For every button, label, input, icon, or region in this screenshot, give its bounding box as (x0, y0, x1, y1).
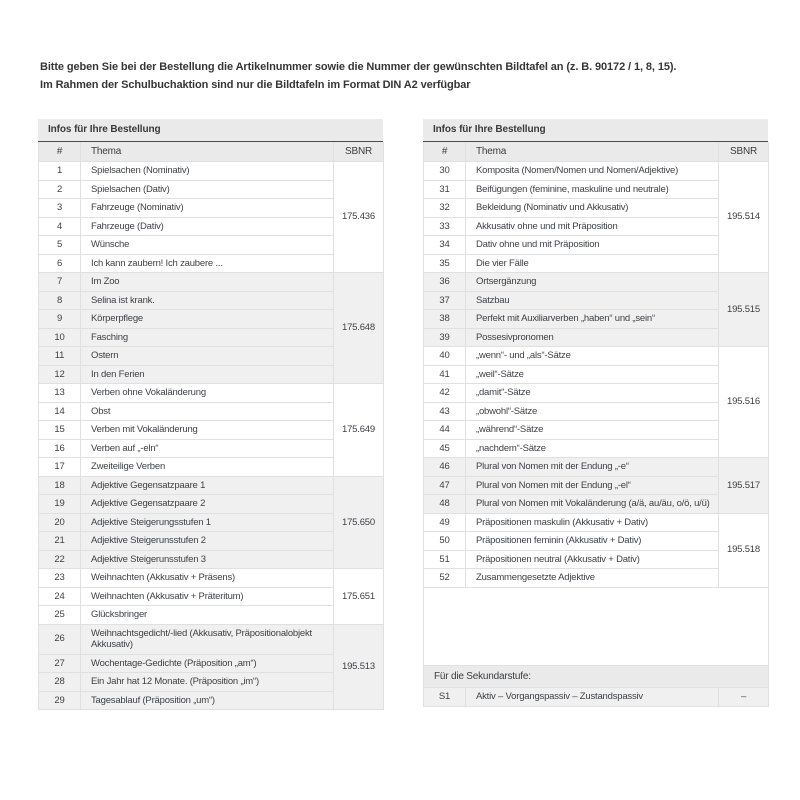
table-row (39, 310, 384, 329)
table-row (39, 347, 384, 366)
row-number: 19 (39, 495, 81, 514)
row-number: 48 (424, 495, 466, 514)
row-thema: Weihnachten (Akkusativ + Präsens) (81, 569, 334, 588)
table-row (39, 569, 384, 588)
table-row (424, 180, 769, 199)
row-number: 20 (39, 513, 81, 532)
order-table-left (38, 119, 383, 710)
row-thema: Plural von Nomen mit der Endung „-el“ (466, 476, 719, 495)
table-row (39, 365, 384, 384)
table-row (424, 273, 769, 292)
row-thema: Fahrzeuge (Nominativ) (81, 199, 334, 218)
intro-line-1: Bitte geben Sie bei der Bestellung die Artikelnummer sowie die Nummer der gewünschten Bildtafel an (z. B. 90172 / 1, 8, 15). (40, 61, 677, 73)
column-header-sbnr: SBNR (719, 142, 769, 162)
row-number: 51 (424, 550, 466, 569)
row-number: 38 (424, 310, 466, 329)
table-row (39, 587, 384, 606)
column-header-thema: Thema (81, 142, 334, 162)
row-number: 13 (39, 384, 81, 403)
row-sbnr: 175.651 (334, 569, 384, 625)
intro-line-2: Im Rahmen der Schulbuchaktion sind nur die Bildtafeln im Format DIN A2 verfügbar (40, 79, 471, 91)
row-thema: Aktiv – Vorgangspassiv – Zustandspassiv (466, 688, 719, 707)
table-row (424, 439, 769, 458)
row-sbnr: 175.648 (334, 273, 384, 384)
row-thema: Verben mit Vokaländerung (81, 421, 334, 440)
row-thema: Perfekt mit Auxiliarverben „haben“ und „sein“ (466, 310, 719, 329)
table-row (39, 654, 384, 673)
row-sbnr: 195.514 (719, 162, 769, 273)
row-thema: Beifügungen (feminine, maskuline und neutrale) (466, 180, 719, 199)
row-number: 46 (424, 458, 466, 477)
table-row (39, 550, 384, 569)
table-row (424, 569, 769, 588)
row-thema: Selina ist krank. (81, 291, 334, 310)
row-sbnr: 195.518 (719, 513, 769, 587)
row-number: 10 (39, 328, 81, 347)
row-thema: Possesivpronomen (466, 328, 719, 347)
row-number: 32 (424, 199, 466, 218)
row-number: 22 (39, 550, 81, 569)
row-number: 42 (424, 384, 466, 403)
row-number: 7 (39, 273, 81, 292)
row-thema: „wenn“- und „als“-Sätze (466, 347, 719, 366)
row-thema: Obst (81, 402, 334, 421)
row-thema: Weihnachtsgedicht/-lied (Akkusativ, Präpositionalobjekt Akkusativ) (81, 624, 334, 654)
table-row (39, 691, 384, 710)
table-row (39, 673, 384, 692)
row-number: 26 (39, 624, 81, 654)
row-thema: „nachdem“-Sätze (466, 439, 719, 458)
table-row (39, 217, 384, 236)
row-thema: Die vier Fälle (466, 254, 719, 273)
row-thema: Präpositionen feminin (Akkusativ + Dativ) (466, 532, 719, 551)
row-thema: Wünsche (81, 236, 334, 255)
table-row (39, 458, 384, 477)
row-thema: Ein Jahr hat 12 Monate. (Präposition „im“) (81, 673, 334, 692)
table-spacer (424, 587, 769, 665)
row-thema: Ortsergänzung (466, 273, 719, 292)
row-thema: Fasching (81, 328, 334, 347)
table-row (424, 310, 769, 329)
order-table (423, 142, 769, 707)
table-header (424, 142, 769, 162)
table-row (39, 624, 384, 654)
row-sbnr: – (719, 688, 769, 707)
table-row (424, 254, 769, 273)
table-row (424, 495, 769, 514)
row-number: 11 (39, 347, 81, 366)
row-thema: Fahrzeuge (Dativ) (81, 217, 334, 236)
column-header-sbnr: SBNR (334, 142, 384, 162)
row-sbnr: 175.436 (334, 162, 384, 273)
row-thema: Spielsachen (Nominativ) (81, 162, 334, 181)
table-row (424, 532, 769, 551)
table-row (424, 550, 769, 569)
row-number: 37 (424, 291, 466, 310)
table-header (39, 142, 384, 162)
row-number: 41 (424, 365, 466, 384)
row-sbnr: 195.516 (719, 347, 769, 458)
section-label: Für die Sekundarstufe: (424, 665, 769, 688)
row-thema: Bekleidung (Nominativ und Akkusativ) (466, 199, 719, 218)
order-table (38, 142, 384, 710)
row-thema: Glücksbringer (81, 606, 334, 625)
row-number: 35 (424, 254, 466, 273)
row-number: 47 (424, 476, 466, 495)
table-row (424, 513, 769, 532)
row-thema: Spielsachen (Dativ) (81, 180, 334, 199)
row-number: 52 (424, 569, 466, 588)
row-thema: Körperpflege (81, 310, 334, 329)
row-number: 33 (424, 217, 466, 236)
table-row (424, 688, 769, 707)
row-sbnr: 175.649 (334, 384, 384, 477)
column-header-number: # (39, 142, 81, 162)
row-thema: Im Zoo (81, 273, 334, 292)
table-row (39, 180, 384, 199)
row-number: 21 (39, 532, 81, 551)
order-tables (38, 119, 768, 710)
row-number: 45 (424, 439, 466, 458)
row-number: 40 (424, 347, 466, 366)
table-row (424, 236, 769, 255)
row-thema: Adjektive Gegensatzpaare 1 (81, 476, 334, 495)
table-row (39, 402, 384, 421)
row-thema: Plural von Nomen mit Vokaländerung (a/ä, au/äu, o/ö, u/ü) (466, 495, 719, 514)
row-number: 1 (39, 162, 81, 181)
row-sbnr: 195.517 (719, 458, 769, 514)
table-row (39, 421, 384, 440)
row-number: 25 (39, 606, 81, 625)
row-thema: Ich kann zaubern! Ich zaubere ... (81, 254, 334, 273)
row-sbnr: 195.515 (719, 273, 769, 347)
table-row (39, 513, 384, 532)
table-row (424, 162, 769, 181)
table-row (39, 162, 384, 181)
row-number: 50 (424, 532, 466, 551)
row-number: 39 (424, 328, 466, 347)
row-thema: Ostern (81, 347, 334, 366)
row-thema: Präpositionen maskulin (Akkusativ + Dativ) (466, 513, 719, 532)
row-number: 12 (39, 365, 81, 384)
row-number: 18 (39, 476, 81, 495)
table-row (39, 439, 384, 458)
row-number: 30 (424, 162, 466, 181)
row-thema: Adjektive Steigerungsstufen 1 (81, 513, 334, 532)
row-number: 44 (424, 421, 466, 440)
row-number: 34 (424, 236, 466, 255)
row-number: 28 (39, 673, 81, 692)
row-number: 43 (424, 402, 466, 421)
row-thema: Dativ ohne und mit Präposition (466, 236, 719, 255)
row-number: 3 (39, 199, 81, 218)
row-thema: Komposita (Nomen/Nomen und Nomen/Adjektive) (466, 162, 719, 181)
row-number: 2 (39, 180, 81, 199)
row-sbnr: 195.513 (334, 624, 384, 710)
row-sbnr: 175.650 (334, 476, 384, 569)
row-thema: „damit“-Sätze (466, 384, 719, 403)
row-thema: Zweiteilige Verben (81, 458, 334, 477)
row-thema: Verben ohne Vokaländerung (81, 384, 334, 403)
row-thema: Adjektive Steigerunsstufen 3 (81, 550, 334, 569)
row-number: 6 (39, 254, 81, 273)
table-row (39, 254, 384, 273)
table-row (39, 384, 384, 403)
table-row (39, 606, 384, 625)
table-row (424, 199, 769, 218)
row-number: 15 (39, 421, 81, 440)
table-row (424, 217, 769, 236)
row-thema: Tagesablauf (Präposition „um“) (81, 691, 334, 710)
table-row (424, 365, 769, 384)
row-number: 16 (39, 439, 81, 458)
column-header-number: # (424, 142, 466, 162)
row-thema: Verben auf „-eln“ (81, 439, 334, 458)
section-row (424, 665, 769, 688)
row-number: 5 (39, 236, 81, 255)
table-row (424, 421, 769, 440)
table-row (424, 384, 769, 403)
row-thema: Adjektive Steigerunsstufen 2 (81, 532, 334, 551)
table-row (39, 291, 384, 310)
table-spacer-row (424, 587, 769, 665)
table-row (39, 199, 384, 218)
row-thema: „weil“-Sätze (466, 365, 719, 384)
row-number: 36 (424, 273, 466, 292)
row-number: 29 (39, 691, 81, 710)
row-number: 24 (39, 587, 81, 606)
table-title: Infos für Ihre Bestellung (38, 119, 383, 142)
row-thema: Satzbau (466, 291, 719, 310)
table-row (424, 402, 769, 421)
row-thema: Zusammengesetzte Adjektive (466, 569, 719, 588)
row-number: 49 (424, 513, 466, 532)
intro-text (40, 58, 770, 94)
row-thema: „obwohl“-Sätze (466, 402, 719, 421)
row-number: 4 (39, 217, 81, 236)
row-number: 8 (39, 291, 81, 310)
order-table-right (423, 119, 768, 710)
table-row (424, 291, 769, 310)
row-thema: Präpositionen neutral (Akkusativ + Dativ) (466, 550, 719, 569)
table-title: Infos für Ihre Bestellung (423, 119, 768, 142)
table-row (39, 236, 384, 255)
table-row (39, 495, 384, 514)
row-thema: Plural von Nomen mit der Endung „-e“ (466, 458, 719, 477)
table-row (424, 328, 769, 347)
table-row (424, 476, 769, 495)
row-number: 14 (39, 402, 81, 421)
row-number: S1 (424, 688, 466, 707)
row-thema: „während“-Sätze (466, 421, 719, 440)
row-thema: Akkusativ ohne und mit Präposition (466, 217, 719, 236)
row-number: 9 (39, 310, 81, 329)
row-number: 31 (424, 180, 466, 199)
row-thema: Weihnachten (Akkusativ + Präteritum) (81, 587, 334, 606)
table-row (39, 328, 384, 347)
table-row (39, 476, 384, 495)
table-row (39, 532, 384, 551)
column-header-thema: Thema (466, 142, 719, 162)
table-row (424, 347, 769, 366)
table-row (424, 458, 769, 477)
row-thema: Adjektive Gegensatzpaare 2 (81, 495, 334, 514)
row-number: 27 (39, 654, 81, 673)
row-thema: Wochentage-Gedichte (Präposition „am“) (81, 654, 334, 673)
row-number: 23 (39, 569, 81, 588)
row-thema: In den Ferien (81, 365, 334, 384)
table-row (39, 273, 384, 292)
row-number: 17 (39, 458, 81, 477)
